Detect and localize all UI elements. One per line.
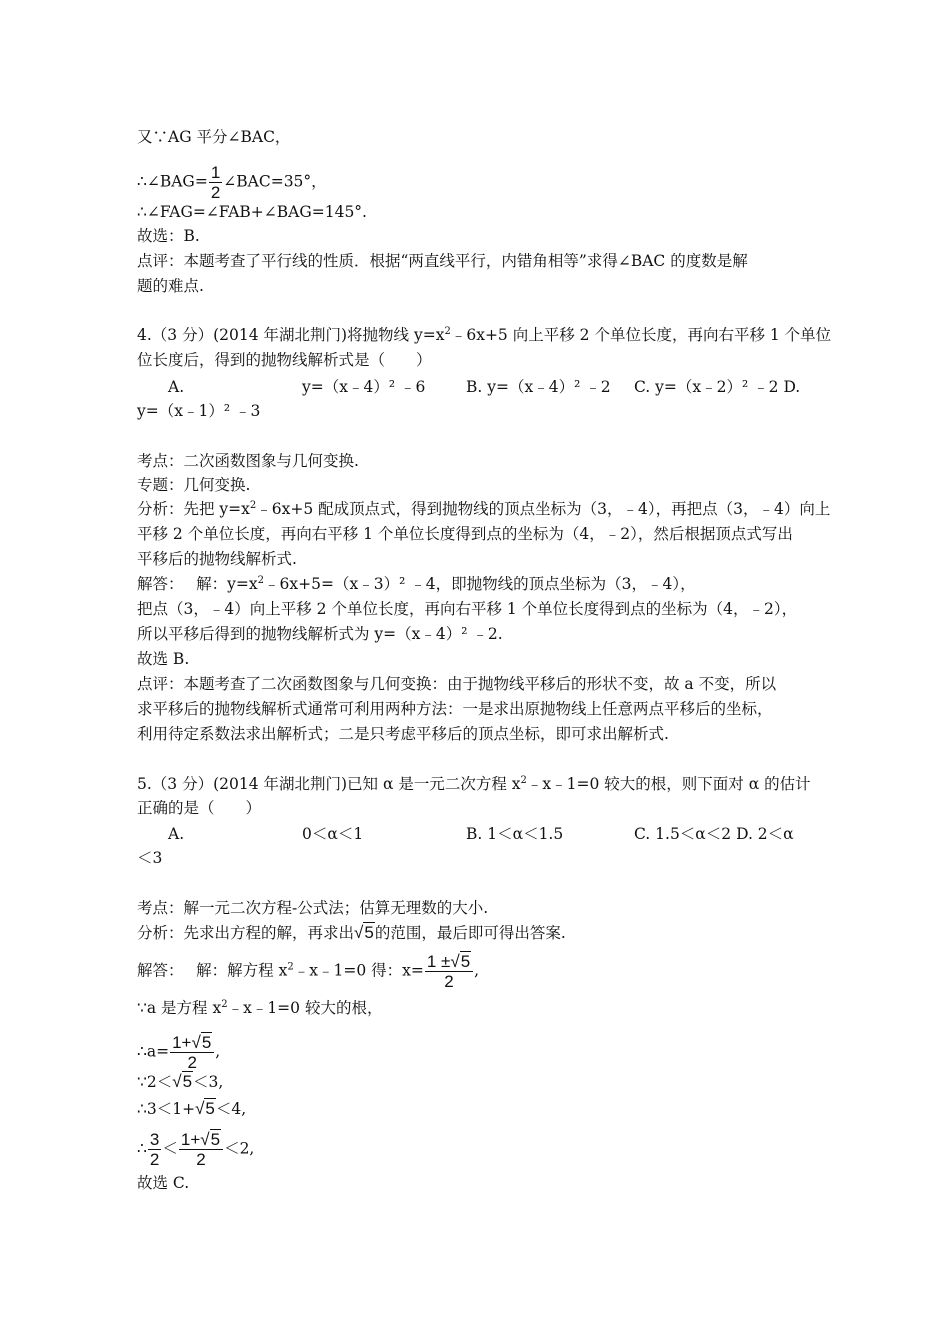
q4-jieda-line-2: 把点（3，﹣4）向上平移 2 个单位长度，再向右平移 1 个单位长度得到点的坐标为（4，﹣2）， (137, 600, 798, 618)
superscript: 2 (287, 961, 294, 973)
q4-fenxi-line-3: 平移后的抛物线解析式. (137, 550, 297, 568)
q5-option-a-label: A. (168, 825, 185, 843)
q3-answer: 故选：B. (137, 227, 200, 245)
q5-stem-line-2: 正确的是（ ） (137, 799, 262, 817)
q4-fenxi-post: ﹣6x+5 配成顶点式，得到抛物线的顶点坐标为（3，﹣4），再把点（3，﹣4）向上 (256, 500, 831, 518)
q4-zhuanti: 专题：几何变换. (137, 476, 251, 494)
sqrt-radicand: 5 (210, 1130, 221, 1149)
fraction-root (179, 1130, 223, 1169)
superscript: 2 (257, 575, 265, 586)
q3-text-line: 又∵AG 平分∠BAC， (137, 128, 291, 146)
q5-jieda-line (137, 952, 479, 991)
q4-option-a: y=（x﹣4）² ﹣6 (302, 378, 426, 396)
q5-fenxi-pre: 分析：先求出方程的解，再求出 (137, 924, 355, 942)
q5-because2-pre: ∵2＜ (137, 1073, 173, 1091)
sqrt-radicand: 5 (201, 1033, 212, 1052)
sqrt-expression: √5 (172, 1072, 193, 1091)
q4-dianping-line-2: 求平移后的抛物线解析式通常可利用两种方法：一是求出原抛物线上任意两点平移后的坐标， (137, 700, 773, 718)
q5-therefore-a-line (137, 1033, 220, 1072)
q4-jieda-line-3: 所以平移后得到的抛物线解析式为 y=（x﹣4）² ﹣2. (137, 625, 503, 643)
q5-fenxi-post: 的范围，最后即可得出答案. (374, 924, 566, 942)
q5-jieda-mid: ﹣x﹣1=0 得：x= (293, 961, 424, 980)
q5-because-pre: ∵a 是方程 x (137, 999, 222, 1017)
fraction-denominator: 2 (187, 1053, 197, 1072)
q5-option-d: ＜3 (137, 849, 163, 867)
superscript: 2 (221, 999, 228, 1010)
q4-dianping-line-3: 利用待定系数法求出解析式；二是只考虑平移后的顶点坐标，即可求出解析式. (137, 725, 669, 743)
fraction-denominator: 2 (196, 1150, 206, 1169)
q4-stem-line (137, 324, 831, 346)
q4-jieda-line (137, 573, 696, 595)
fraction-denominator: 2 (444, 972, 454, 991)
fraction-numerator (179, 1130, 223, 1150)
fraction-numerator (170, 1033, 214, 1053)
q4-stem-line-2: 位长度后，得到的抛物线解析式是（ ） (137, 351, 432, 369)
q3-text-line: ∴∠FAG=∠FAB+∠BAG=145°. (137, 203, 367, 221)
q5-therefore4-line (137, 1130, 254, 1169)
q5-therefore-a-post: , (215, 1042, 221, 1061)
q4-stem-pre: 4.（3 分）(2014 年湖北荆门)将抛物线 y=x (137, 326, 445, 344)
sqrt-radicand: 5 (205, 1099, 215, 1118)
fraction-denominator: 2 (149, 1150, 160, 1169)
q5-because-line (137, 997, 382, 1019)
fraction-numerator: 1 (210, 163, 221, 182)
q5-therefore-a-pre: ∴a= (137, 1042, 170, 1061)
fraction-roots (425, 952, 473, 991)
q5-because-post: ﹣x﹣1=0 较大的根， (227, 999, 383, 1017)
q4-stem-post: ﹣6x+5 向上平移 2 个单位长度，再向右平移 1 个单位 (450, 326, 832, 344)
sqrt-expression: √5 (354, 923, 374, 942)
q5-stem-pre: 5.（3 分）(2014 年湖北荆门)已知 α 是一元二次方程 x (137, 775, 521, 793)
q5-therefore4-pre: ∴ (137, 1139, 147, 1158)
q4-fenxi-line-2: 平移 2 个单位长度，再向右平移 1 个单位长度得到点的坐标为（4，﹣2），然后根据顶点式写出 (137, 525, 793, 543)
q3-bag-line (137, 163, 327, 202)
q4-jieda-post: ﹣6x+5=（x﹣3）² ﹣4，即抛物线的顶点坐标为（3，﹣4）， (264, 575, 696, 593)
numerator-text: 1+ (180, 1130, 201, 1149)
fraction-denominator: 2 (210, 183, 221, 202)
q5-jieda-pre: 解答： 解：解方程 x (137, 961, 288, 980)
q4-answer: 故选 B. (137, 650, 190, 668)
superscript: 2 (249, 500, 257, 511)
q5-option-b: B. 1＜α＜1.5 (466, 825, 564, 843)
q5-kaodian: 考点：解一元二次方程-公式法；估算无理数的大小. (137, 899, 489, 917)
sqrt-expression: √5 (200, 1130, 221, 1149)
numerator-text: 1+ (172, 1033, 192, 1052)
q4-fenxi-pre: 分析：先把 y=x (137, 500, 250, 518)
q5-answer: 故选 C. (137, 1174, 190, 1192)
fraction-numerator (425, 952, 473, 972)
numerator-text: 1 ± (426, 952, 451, 971)
superscript: 2 (444, 326, 451, 337)
q3-bag-pre: ∴∠BAG= (137, 172, 208, 191)
q5-option-c: C. 1.5＜α＜2 D. 2＜α (634, 825, 794, 843)
q4-option-a-label: A. (168, 378, 185, 396)
q3-comment-cont: 题的难点. (137, 277, 204, 295)
q5-therefore3-post: ＜4, (215, 1100, 247, 1118)
q4-dianping-line-1: 点评：本题考查了二次函数图象与几何变换：由于抛物线平移后的形状不变，故 a 不变，所以 (137, 675, 777, 693)
fraction-numerator: 3 (149, 1130, 160, 1149)
q4-fenxi-line (137, 498, 830, 520)
sqrt-radicand: 5 (182, 1072, 193, 1091)
q4-option-d: y=（x﹣1）² ﹣3 (137, 402, 261, 420)
q5-option-a: 0＜α＜1 (302, 825, 364, 843)
q5-therefore4-post: ＜2, (224, 1139, 255, 1158)
q4-option-c: C. y=（x﹣2）² ﹣2 D. (634, 378, 801, 396)
q5-stem-line (137, 773, 811, 795)
q3-comment: 点评：本题考查了平行线的性质．根据“两直线平行，内错角相等”求得∠BAC 的度数是解 (137, 252, 748, 270)
sqrt-radicand: 5 (364, 923, 374, 942)
sqrt-expression: √5 (450, 952, 471, 971)
sqrt-expression: √5 (191, 1033, 212, 1052)
fraction-half (209, 163, 222, 202)
q5-jieda-post: , (474, 961, 480, 980)
q5-therefore3-line (137, 1098, 246, 1120)
fraction-three-halves (148, 1130, 161, 1169)
q5-because2-line (137, 1071, 223, 1093)
q5-fenxi-line (137, 922, 566, 944)
q4-jieda-pre: 解答： 解：y=x (137, 575, 258, 593)
q4-kaodian: 考点：二次函数图象与几何变换. (137, 452, 359, 470)
q4-option-b: B. y=（x﹣4）² ﹣2 (466, 378, 611, 396)
q3-bag-post: ∠BAC=35°， (223, 172, 327, 191)
q5-stem-post: ﹣x﹣1=0 较大的根，则下面对 α 的估计 (526, 775, 811, 793)
sqrt-expression: √5 (195, 1099, 215, 1118)
less-than: ＜ (162, 1139, 178, 1158)
q5-because2-post: ＜3, (193, 1073, 224, 1091)
fraction-root (170, 1033, 214, 1072)
q5-therefore3-pre: ∴3＜1+ (137, 1100, 196, 1118)
superscript: 2 (520, 775, 527, 786)
sqrt-radicand: 5 (460, 952, 471, 971)
